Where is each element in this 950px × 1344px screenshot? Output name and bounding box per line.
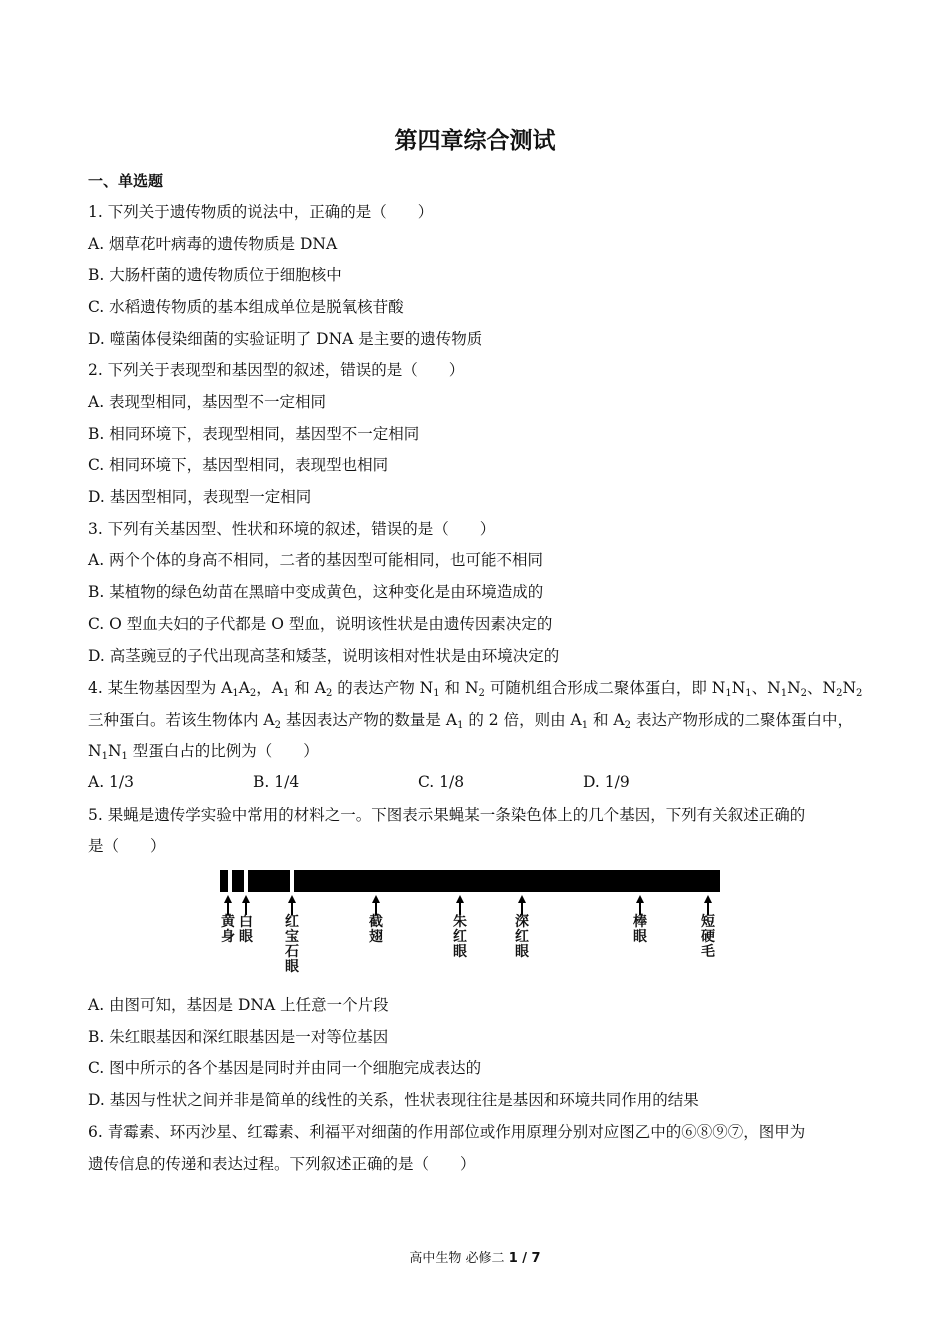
q4-stem-line2: 三种蛋白。若该生物体内 $A_2$ 基因表达产物的数量是 $A_1$ 的 2 倍，则由 $A_1$ 和 $A_2$ 表达产物形成的二聚体蛋白中，: [88, 711, 853, 731]
q2-stem: 2. 下列关于表现型和基因型的叙述，错误的是（ ）: [88, 361, 465, 379]
q1-option-d: D. 噬菌体侵染细菌的实验证明了 DNA 是主要的遗传物质: [88, 330, 483, 348]
q4-option-d: D. 1/9: [583, 773, 630, 791]
q4-stem-line3: $N_1N_1$ 型蛋白占的比例为（ ）: [88, 742, 319, 762]
section-heading: 一、单选题: [88, 172, 164, 190]
gene-marker: 棒眼: [620, 871, 660, 945]
gene-marker: 截翅: [356, 871, 396, 945]
q6-stem-line2: 遗传信息的传递和表达过程。下列叙述正确的是（ ）: [88, 1155, 476, 1173]
footer-text: 高中生物 必修二: [409, 1251, 509, 1266]
q4-stem-line1: 4. 某生物基因型为 $A_1A_2$，$A_1$ 和 $A_2$ 的表达产物 $N_1$ 和 $N_2$ 可随机组合形成二聚体蛋白，即 $N_1N_1$、$N_1N_2$、$N_2N_2$: [88, 679, 863, 699]
q4-options: [88, 773, 848, 793]
q5-stem-line2: 是（ ）: [88, 837, 166, 855]
q1-stem: 1. 下列关于遗传物质的说法中，正确的是（ ）: [88, 203, 434, 221]
q6-stem-line1: 6. 青霉素、环丙沙星、红霉素、利福平对细菌的作用部位或作用原理分别对应图乙中的⑥⑧⑨⑦，图甲为: [88, 1123, 806, 1141]
q5-stem-line1: 5. 果蝇是遗传学实验中常用的材料之一。下图表示果蝇某一条染色体上的几个基因，下列有关叙述正确的: [88, 806, 806, 824]
q2-option-c: C. 相同环境下，基因型相同，表现型也相同: [88, 456, 389, 474]
q2-option-b: B. 相同环境下，表现型相同，基因型不一定相同: [88, 425, 420, 443]
q3-option-a: A. 两个个体的身高不相同，二者的基因型可能相同，也可能不相同: [88, 551, 544, 569]
chromosome-diagram: [214, 865, 734, 975]
q5-option-a: A. 由图可知，基因是 DNA 上任意一个片段: [88, 996, 389, 1014]
q4-option-a: A. 1/3: [88, 773, 134, 791]
gene-marker: 深红眼: [502, 871, 542, 960]
q1-option-b: B. 大肠杆菌的遗传物质位于细胞核中: [88, 266, 342, 284]
gene-marker: 黄身: [208, 871, 248, 945]
gene-marker: 白眼: [226, 871, 266, 945]
q3-stem: 3. 下列有关基因型、性状和环境的叙述，错误的是（ ）: [88, 520, 496, 538]
q3-option-d: D. 高茎豌豆的子代出现高茎和矮茎，说明该相对性状是由环境决定的: [88, 647, 560, 665]
q5-option-c: C. 图中所示的各个基因是同时并由同一个细胞完成表达的: [88, 1059, 482, 1077]
q2-option-a: A. 表现型相同，基因型不一定相同: [88, 393, 327, 411]
q1-option-a: A. 烟草花叶病毒的遗传物质是 DNA: [88, 235, 338, 253]
gene-marker: 朱红眼: [440, 871, 480, 960]
gene-marker: 红宝石眼: [272, 871, 312, 975]
gene-marker: 短硬毛: [688, 871, 728, 960]
q2-option-d: D. 基因型相同，表现型一定相同: [88, 488, 312, 506]
q1-option-c: C. 水稻遗传物质的基本组成单位是脱氧核苷酸: [88, 298, 404, 316]
q4-option-b: B. 1/4: [253, 773, 300, 791]
q4-option-c: C. 1/8: [418, 773, 465, 791]
q3-option-b: B. 某植物的绿色幼苗在黑暗中变成黄色，这种变化是由环境造成的: [88, 583, 544, 601]
q5-option-b: B. 朱红眼基因和深红眼基因是一对等位基因: [88, 1028, 389, 1046]
page-number: 1 / 7: [508, 1251, 541, 1266]
q3-option-c: C. O 型血夫妇的子代都是 O 型血，说明该性状是由遗传因素决定的: [88, 615, 553, 633]
page-footer: [0, 1247, 950, 1266]
q5-option-d: D. 基因与性状之间并非是简单的线性的关系，性状表现往往是基因和环境共同作用的结果: [88, 1091, 699, 1109]
page-title: 第四章综合测试: [394, 128, 556, 154]
